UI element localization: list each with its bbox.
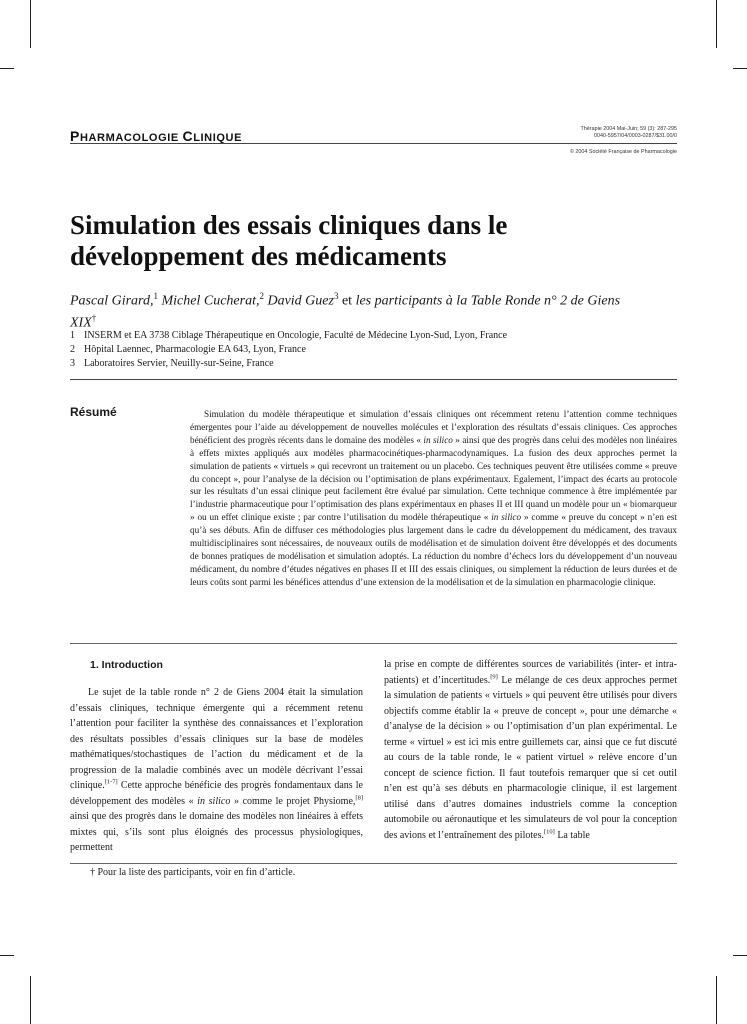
crop-mark	[30, 0, 31, 48]
citation-meta	[581, 126, 678, 140]
abstract-heading: Résumé	[70, 405, 117, 419]
body-paragraph: la prise en compte de différentes sources de variabilités (inter- et intra-patients) et d’incertitudes.[9] Le mélange de ces deux approches permet la simulation de patients « virtuels » qui peuvent être utilisés pour divers objectifs comme établir la « preuve de concept », pour une démarche « d’analyse de la décision » ou l’optimisation d’un plan expérimental. Le terme « virtuel » est ici mis entre guillemets car, ainsi que ce fut discuté au cours de la table ronde, le « patient virtuel » relève encore d’un concept de science fiction. Il faut toutefois remarquer que si cet outil n’en est qu’à ses débuts en pharmacologie clinique, il est largement utilisé dans d’autres domaines industriels comme la conception automobile ou aéronautique et les simulateurs de vol pour la conception des avions et l’entraînement des pilotes.[10] La table	[384, 659, 677, 841]
footnote-rule	[70, 863, 677, 864]
journal-section-name: PHARMACOLOGIE CLINIQUE	[70, 128, 243, 144]
crop-mark	[716, 976, 717, 1024]
header-rule	[70, 143, 677, 144]
body-paragraph: Le sujet de la table ronde n° 2 de Giens 2004 était la simulation d’essais cliniques, technique émergente qui a récemment retenu l’attention pour faciliter la synthèse des connaissances et l’exploration des résultats possibles d’essais cliniques sur la base de modèles mathématiques/stochastiques de l’action du médicament et de la progression de la maladie combinés avec un modèle décrivant l’essai clinique.[1-7] Cette approche bénéficie des progrès fondamentaux dans le développement des modèles « in silico » comme le projet Physiome,[8] ainsi que des progrès dans le domaine des modèles non linéaires à effets mixtes qui, s’ils sont plus éloignés des processus physiologiques, permettent	[70, 687, 363, 853]
crop-mark	[30, 976, 31, 1024]
author-list: Pascal Girard,$^1$ Michel Cucherat,$^2$ David Guez$^3$ et les participants à la Table Ronde n° 2 de Giens XIX†	[70, 291, 621, 331]
abstract-text: Simulation du modèle thérapeutique et simulation d’essais cliniques ont récemment retenu l’attention comme techniques émergentes pour l’aide au développement de nouvelles molécules et l’exploration des résultats d’essais cliniques. Ces approches bénéficient des progrès récents dans le domaine des modèles « in silico » ainsi que des progrès dans celui des modèles non linéaires à effets mixtes appliqués aux modèles pharmacocinétiques-pharmacodynamiques. La fusion des deux approches permet la simulation de patients « virtuels » qui recevront un traitement ou un placebo. Ces techniques peuvent être utilisées comme « preuve du concept », pour l’analyse de la décision ou l’optimisation de plans expérimentaux. Egalement, l’impact des écarts au protocole sur les résultats d’un essai clinique peut facilement être évalué par simulation. Cette technique commence à être implémentée par l’industrie pharmaceutique pour l’optimisation des plans expérimentaux en phases II et III quand un modèle pour un « biomarqueur » ou un effet clinique existe ; par contre l’utilisation du modèle thérapeutique « in silico » comme « preuve du concept » n’en est qu’à ses débuts. Afin de diffuser ces méthodologies plus largement dans le cadre du développement du médicament, des travaux multidisciplinaires sont nécessaires, de nouveaux outils de modélisation et de simulation doivent être développés et des documents de bonnes pratiques de modélisation et simulation adoptés. La réduction du nombre d’échecs lors du développement d’un nouveau médicament, du nombre d’études négatives en phases II et III des essais cliniques, ou simplement la réduction de leurs durées et de leurs coûts sont parmi les bénéfices attendus d’une extension de la modélisation et de la simulation en pharmacologie clinique.	[190, 409, 677, 587]
section-heading: 1. Introduction	[90, 659, 163, 671]
crop-mark	[0, 68, 14, 69]
affiliation: 1 INSERM et EA 3738 Ciblage Thérapeutique en Oncologie, Faculté de Médecine Lyon-Sud, Lyon, France	[70, 330, 508, 341]
body-column-right	[384, 657, 677, 843]
affiliation: 3 Laboratoires Servier, Neuilly-sur-Seine, France	[70, 358, 274, 369]
crop-mark	[733, 68, 747, 69]
crop-mark	[0, 955, 14, 956]
article-title: Simulation des essais cliniques dans le développement des médicaments	[70, 210, 508, 271]
body-column-left	[70, 657, 363, 856]
section-rule	[70, 379, 677, 380]
copyright: © 2004 Société Française de Pharmacologie	[569, 149, 677, 155]
affiliation: 2 Hôpital Laennec, Pharmacologie EA 643, Lyon, France	[70, 344, 306, 355]
crop-mark	[716, 0, 717, 48]
citation-line: Thérapie 2004 Mai-Juin; 59 (3): 287-295	[580, 126, 677, 132]
footnote: † Pour la liste des participants, voir en fin d’article.	[90, 867, 296, 878]
affiliations	[70, 329, 507, 371]
abstract-rule	[70, 643, 677, 644]
issn-line: 0040-5957/04/0003-0287/$31.00/0	[593, 133, 677, 139]
crop-mark	[733, 955, 747, 956]
